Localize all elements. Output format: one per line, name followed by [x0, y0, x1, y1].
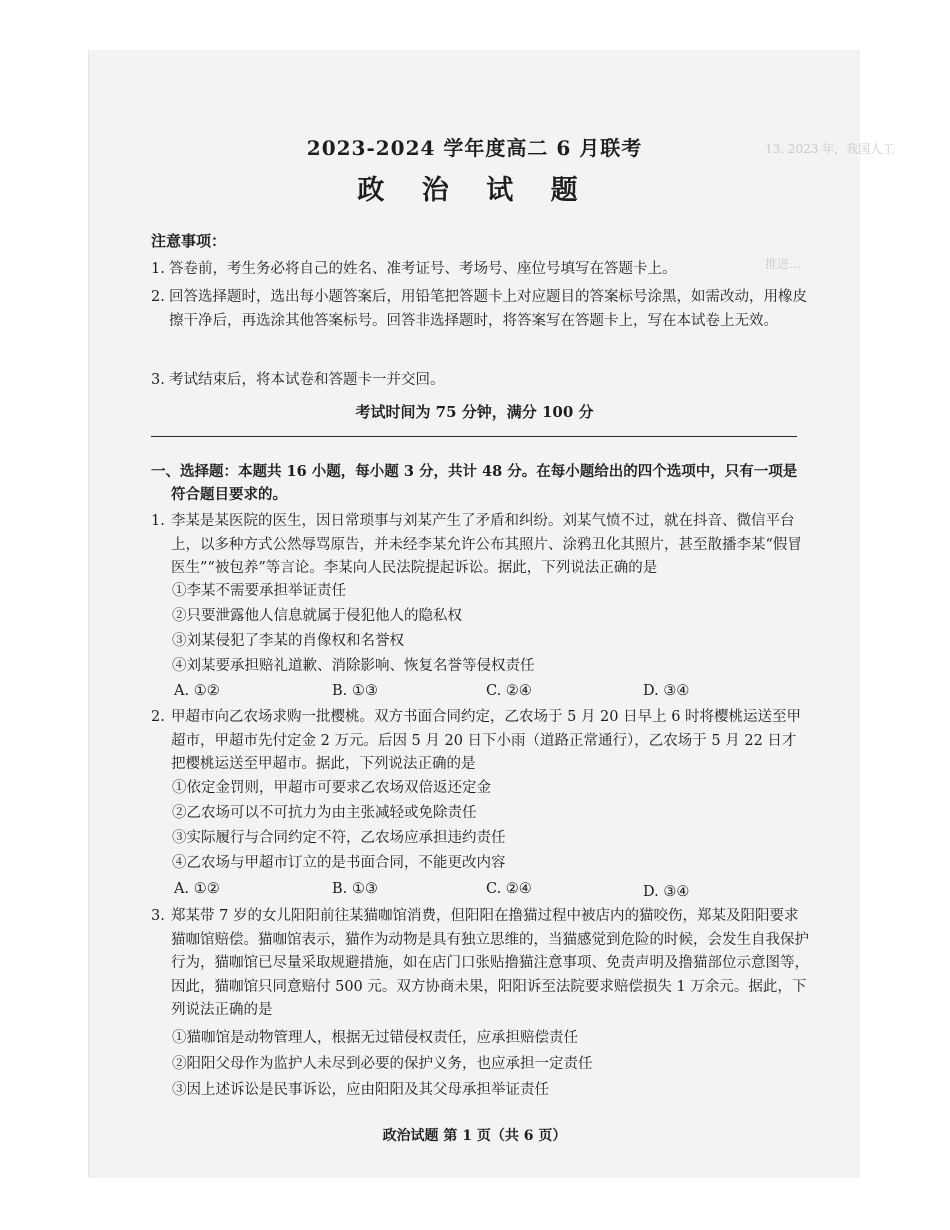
question-2-statement-3: ③实际履行与合同约定不符，乙农场应承担违约责任 [172, 830, 506, 846]
section-heading [151, 460, 801, 506]
bleed-through-text: 13. 2023 年，我国人工 [765, 142, 895, 156]
question-1-statement-4: ④刘某要承担赔礼道歉、消除影响、恢复名誉等侵权责任 [172, 658, 535, 674]
notice-item-text: 回答选择题时，选出每小题答案后，用铅笔把答题卡上对应题目的答案标号涂黑，如需改动，用橡皮擦干净后，再选涂其他答案标号。回答非选择题时，将答案写在答题卡上，写在本试卷上无效。 [169, 289, 807, 329]
question-2-statement-2: ②乙农场可以不可抗力为由主张减轻或免除责任 [172, 805, 477, 821]
question-1-statement-2: ②只要泄露他人信息就属于侵犯他人的隐私权 [172, 608, 462, 624]
notice-heading: 注意事项： [151, 232, 227, 250]
exam-subject-title: 政 治 试 题 [357, 175, 592, 206]
question-1-option-d: D. ③④ [643, 683, 690, 699]
question-1-option-c: C. ②④ [486, 683, 532, 699]
notice-item-number: 1. [151, 261, 165, 277]
exam-sheet [88, 50, 895, 1178]
question-3-statement-3: ③因上述诉讼是民事诉讼，应由阳阳及其父母承担举证责任 [172, 1082, 549, 1098]
notice-item-text: 考试结束后，将本试卷和答题卡一并交回。 [169, 372, 445, 388]
question-number: 1. [151, 513, 165, 529]
question-2-option-a: A. ①② [174, 881, 220, 897]
question-3-statement-1: ①猫咖馆是动物管理人，根据无过错侵权责任，应承担赔偿责任 [172, 1030, 578, 1046]
page-footer: 政治试题 第 1 页（共 6 页） [382, 1128, 567, 1144]
notice-item [151, 285, 811, 333]
question-1-statement-3: ③刘某侵犯了李某的肖像权和名誉权 [172, 633, 404, 649]
question-number: 2. [151, 709, 165, 725]
notice-item-number: 3. [151, 372, 165, 388]
notice-item-text: 答卷前，考生务必将自己的姓名、准考证号、考场号、座位号填写在答题卡上。 [169, 261, 677, 277]
question-text: 李某是某医院的医生，因日常琐事与刘某产生了矛盾和纠纷。刘某气愤不过，就在抖音、微信平台上，以多种方式公然辱骂原告，并未经李某允许公布其照片、涂鸦丑化其照片，甚至散播李某“假冒医生”“被包养”等言论。李某向人民法院提起诉讼。据此，下列说法正确的是 [171, 513, 802, 576]
question-number: 3. [151, 908, 165, 924]
notice-item-number: 2. [151, 289, 165, 305]
question-1-option-b: B. ①③ [332, 683, 378, 699]
question-text: 甲超市向乙农场求购一批樱桃。双方书面合同约定，乙农场于 5 月 20 日早上 6 时将樱桃运送至甲超市，甲超市先付定金 2 万元。后因 5 月 20 日下小雨（道路正常通行），乙农场于 5 月 22 日才把樱桃运送至甲超市。据此，下列说法正确的是 [171, 709, 802, 772]
section-divider [151, 436, 797, 437]
question-2-option-d: D. ③④ [643, 884, 690, 900]
question-text: 郑某带 7 岁的女儿阳阳前往某猫咖馆消费，但阳阳在撸猫过程中被店内的猫咬伤，郑某及阳阳要求猫咖馆赔偿。猫咖馆表示，猫作为动物是具有独立思维的，当猫感觉到危险的时候，会发生自我保护行为，猫咖馆已尽量采取规避措施，如在店门口张贴撸猫注意事项、免责声明及撸猫部位示意图等，因此，猫咖馆只同意赔付 500 元。双方协商未果，阳阳诉至法院要求赔偿损失 1 万余元。据此，下列说法正确的是 [171, 908, 809, 1018]
notice-item [151, 368, 811, 392]
question-2-statement-4: ④乙农场与甲超市订立的是书面合同，不能更改内容 [172, 855, 506, 871]
question-2-stem [151, 706, 809, 777]
question-2-statement-1: ①依定金罚则，甲超市可要求乙农场双倍返还定金 [172, 780, 491, 796]
question-1-option-a: A. ①② [174, 683, 220, 699]
notice-item [151, 257, 811, 281]
exam-title-year: 2023-2024 学年度高二 6 月联考 [306, 136, 643, 160]
question-2-option-c: C. ②④ [486, 881, 532, 897]
exam-time-line: 考试时间为 75 分钟，满分 100 分 [355, 403, 594, 421]
question-3-stem [151, 905, 809, 1023]
section-heading-text: 一、选择题：本题共 16 小题，每小题 3 分，共计 48 分。在每小题给出的四个选项中，只有一项是符合题目要求的。 [151, 463, 798, 503]
question-1-statement-1: ①李某不需要承担举证责任 [172, 583, 346, 599]
bleed-through-text: 推进… [765, 257, 802, 271]
question-3-statement-2: ②阳阳父母作为监护人未尽到必要的保护义务，也应承担一定责任 [172, 1056, 593, 1072]
question-2-option-b: B. ①③ [332, 881, 378, 897]
question-1-stem [151, 510, 809, 581]
